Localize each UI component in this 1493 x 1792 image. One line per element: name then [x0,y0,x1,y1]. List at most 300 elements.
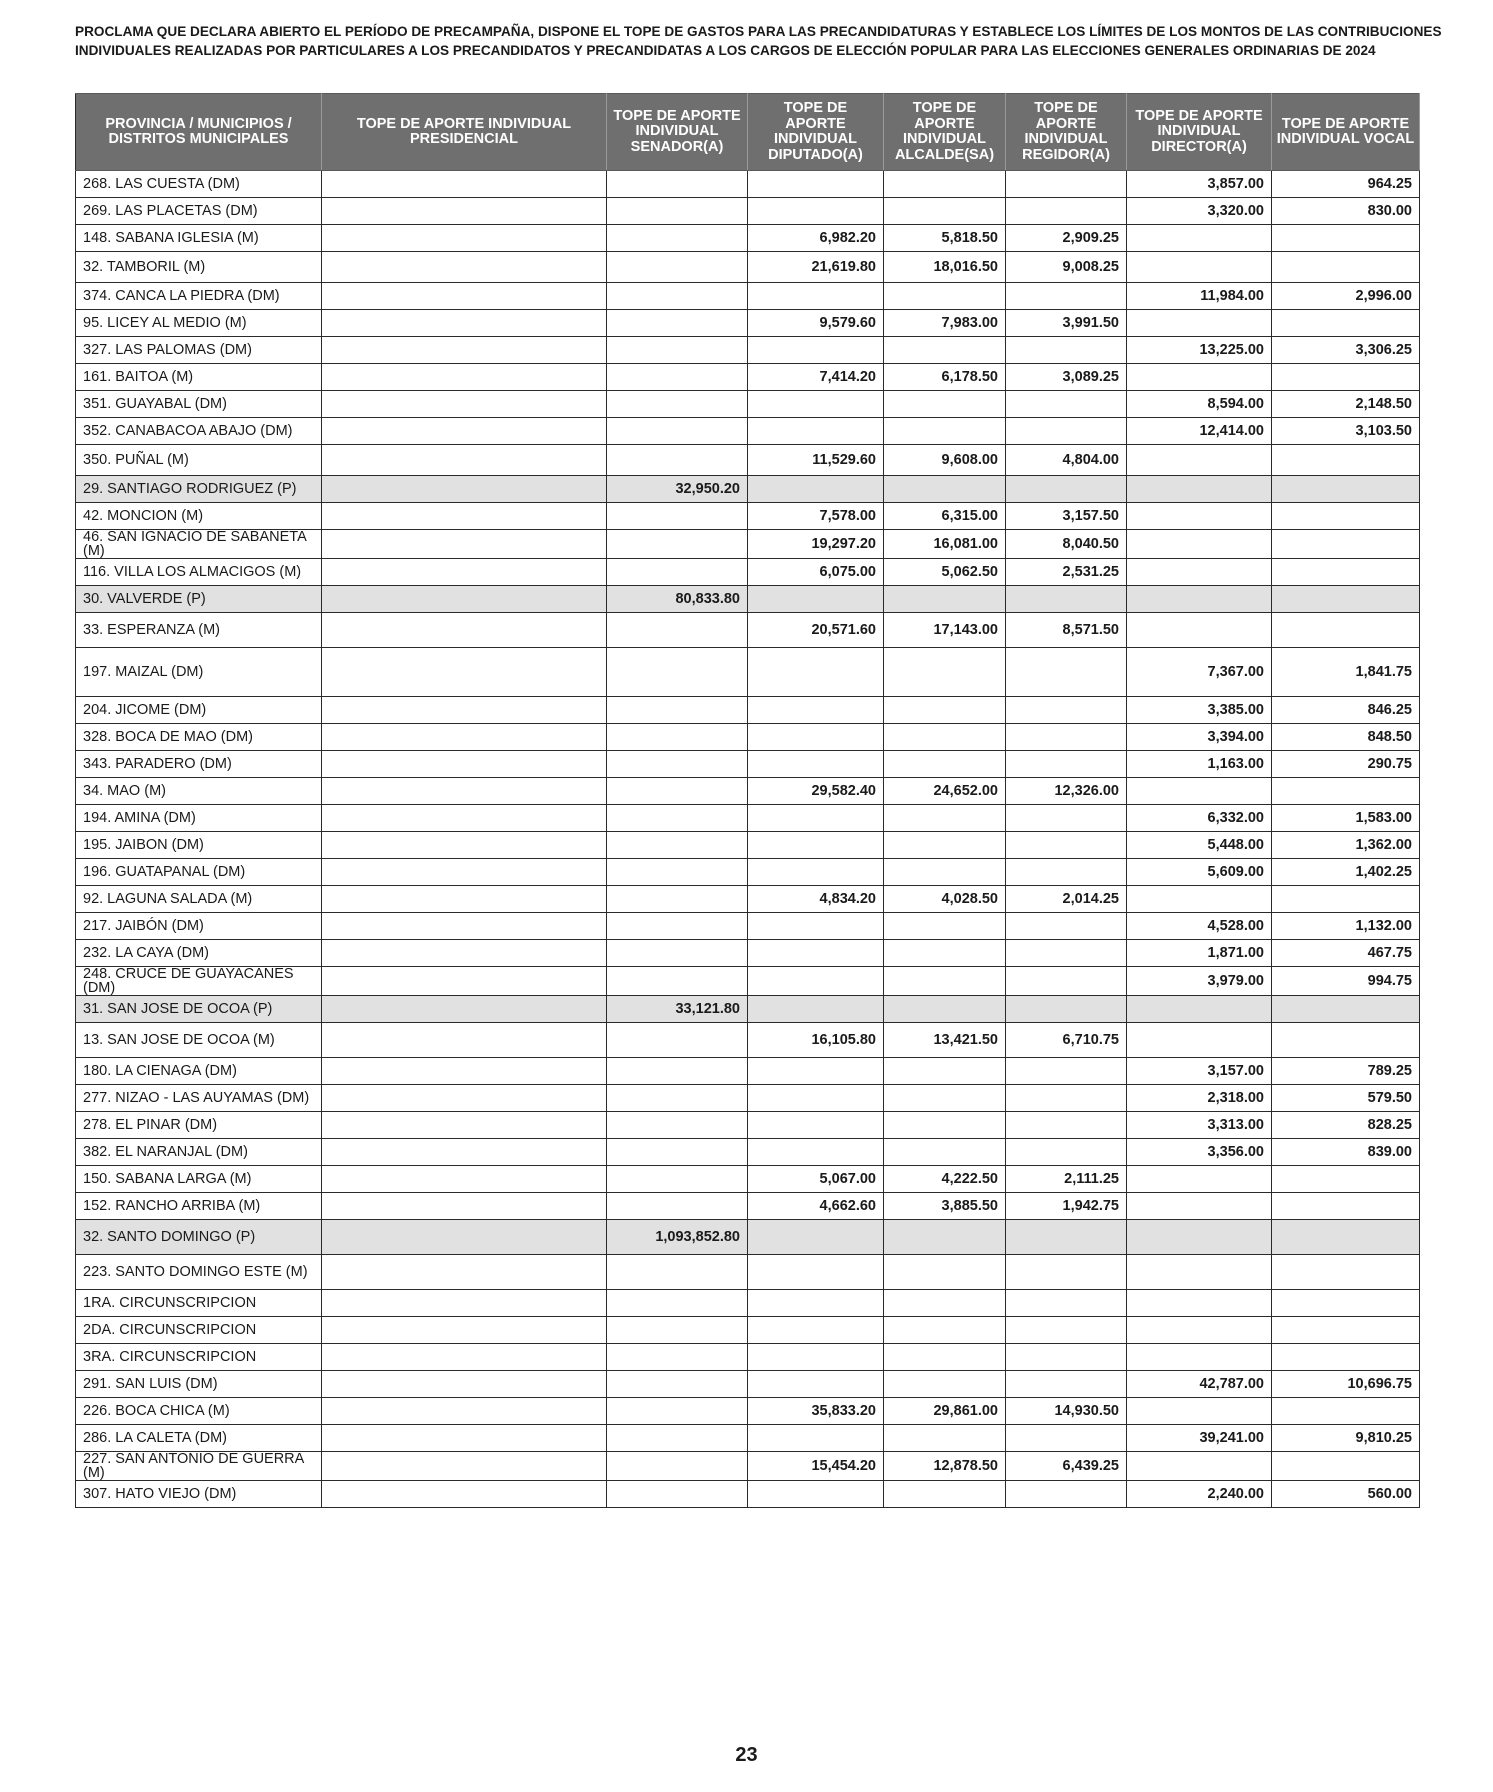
cell-amount [1127,1290,1272,1317]
cell-amount [322,1398,607,1425]
document-title [75,22,1442,60]
cell-location: 195. JAIBON (DM) [76,832,322,859]
cell-amount: 2,996.00 [1272,283,1420,310]
cell-amount [1272,225,1420,252]
cell-amount [884,1058,1006,1085]
cell-amount [607,1452,748,1481]
cell-amount: 6,315.00 [884,503,1006,530]
cell-location: 196. GUATAPANAL (DM) [76,859,322,886]
cell-amount [322,503,607,530]
cell-amount [1006,1290,1127,1317]
cell-amount [1272,613,1420,648]
table-row [76,724,1420,751]
cell-amount [322,171,607,198]
table-row [76,1290,1420,1317]
cell-amount [1006,1220,1127,1255]
cell-amount [748,1425,884,1452]
cell-amount [748,913,884,940]
cell-amount: 828.25 [1272,1112,1420,1139]
cell-amount [884,1139,1006,1166]
cell-amount [1272,1023,1420,1058]
table-row [76,1255,1420,1290]
cell-amount [1006,805,1127,832]
cell-amount: 29,861.00 [884,1398,1006,1425]
cell-amount: 846.25 [1272,697,1420,724]
cell-location: 42. MONCION (M) [76,503,322,530]
title-line-2: INDIVIDUALES REALIZADAS POR PARTICULARES A LOS PRECANDIDATOS Y PRECANDIDATAS A LOS CARGOS DE ELECCIÓN POPULAR PARA LAS ELECCIONES GENERALES ORDINARIAS DE 2024 [75,43,1376,58]
cell-amount [748,337,884,364]
cell-amount [607,310,748,337]
cell-amount [1006,859,1127,886]
cell-amount [884,391,1006,418]
cell-amount: 3,320.00 [1127,198,1272,225]
cell-amount [748,1290,884,1317]
cell-location: 351. GUAYABAL (DM) [76,391,322,418]
cell-amount: 11,529.60 [748,445,884,476]
cell-location: 150. SABANA LARGA (M) [76,1166,322,1193]
cell-location: 343. PARADERO (DM) [76,751,322,778]
cell-amount [1127,1220,1272,1255]
cell-location: 3RA. CIRCUNSCRIPCION [76,1344,322,1371]
cell-amount [607,1139,748,1166]
cell-amount [322,310,607,337]
table-row [76,364,1420,391]
cell-amount [748,859,884,886]
cell-amount [1272,310,1420,337]
cell-amount: 839.00 [1272,1139,1420,1166]
cell-amount [1127,445,1272,476]
cell-location: 232. LA CAYA (DM) [76,940,322,967]
cell-amount [322,1344,607,1371]
cell-amount: 1,841.75 [1272,648,1420,697]
cell-amount [322,778,607,805]
cell-amount [607,1255,748,1290]
cell-amount [884,832,1006,859]
cell-amount [322,283,607,310]
cell-amount [884,1290,1006,1317]
table-header-row [76,94,1420,171]
cell-amount [322,967,607,996]
cell-amount: 6,075.00 [748,559,884,586]
table-row [76,225,1420,252]
table-row [76,613,1420,648]
cell-amount [1127,530,1272,559]
table-row [76,1398,1420,1425]
cell-amount [1272,1193,1420,1220]
table-row [76,476,1420,503]
cell-amount: 3,857.00 [1127,171,1272,198]
cell-location: 269. LAS PLACETAS (DM) [76,198,322,225]
cell-amount [322,940,607,967]
table-row [76,1023,1420,1058]
cell-amount [322,559,607,586]
cell-location: 374. CANCA LA PIEDRA (DM) [76,283,322,310]
cell-location: 32. SANTO DOMINGO (P) [76,1220,322,1255]
cell-amount [748,724,884,751]
cell-amount [322,530,607,559]
cell-amount [607,886,748,913]
cell-amount [322,996,607,1023]
table-row [76,1371,1420,1398]
cell-amount [607,198,748,225]
cell-amount: 789.25 [1272,1058,1420,1085]
cell-amount [1127,364,1272,391]
cell-amount [322,697,607,724]
cell-amount [322,1371,607,1398]
cell-amount [1006,198,1127,225]
cell-amount: 9,810.25 [1272,1425,1420,1452]
cell-amount [884,198,1006,225]
cell-amount [1006,1317,1127,1344]
cell-amount [322,198,607,225]
table-row [76,1085,1420,1112]
table-row [76,1481,1420,1508]
table-row [76,1058,1420,1085]
cell-amount [1006,1139,1127,1166]
cell-amount [1127,1255,1272,1290]
cell-amount: 1,132.00 [1272,913,1420,940]
cell-amount [1006,1481,1127,1508]
cell-amount [748,198,884,225]
table-row [76,648,1420,697]
cell-amount [884,1085,1006,1112]
cell-amount [1006,697,1127,724]
cell-amount [1006,1085,1127,1112]
table-row [76,559,1420,586]
cell-amount: 5,818.50 [884,225,1006,252]
cell-amount [607,391,748,418]
cell-amount: 579.50 [1272,1085,1420,1112]
cell-amount [1006,586,1127,613]
cell-amount [1006,1112,1127,1139]
table-row [76,1193,1420,1220]
cell-amount: 18,016.50 [884,252,1006,283]
cell-amount [1006,337,1127,364]
cell-amount [322,832,607,859]
table-row [76,940,1420,967]
cell-location: 227. SAN ANTONIO DE GUERRA (M) [76,1452,322,1481]
header-alcalde: TOPE DE APORTE INDIVIDUAL ALCALDE(SA) [884,94,1006,171]
cell-amount: 1,093,852.80 [607,1220,748,1255]
cell-amount: 7,983.00 [884,310,1006,337]
cell-amount [1006,940,1127,967]
cell-location: 350. PUÑAL (M) [76,445,322,476]
cell-amount [322,1317,607,1344]
cell-amount [322,1058,607,1085]
cell-amount: 20,571.60 [748,613,884,648]
cell-amount [1272,1452,1420,1481]
cell-amount [1272,886,1420,913]
cell-amount [322,391,607,418]
cell-amount [1272,1255,1420,1290]
cell-amount [322,886,607,913]
cell-amount [322,1112,607,1139]
cell-amount: 964.25 [1272,171,1420,198]
cell-amount: 4,662.60 [748,1193,884,1220]
cell-amount [1272,476,1420,503]
header-vocal: TOPE DE APORTE INDIVIDUAL VOCAL [1272,94,1420,171]
cell-amount: 2,148.50 [1272,391,1420,418]
cell-amount [748,832,884,859]
cell-amount: 9,008.25 [1006,252,1127,283]
cell-amount [884,724,1006,751]
cell-amount [607,1112,748,1139]
cell-amount [748,996,884,1023]
cell-location: 217. JAIBÓN (DM) [76,913,322,940]
cell-amount: 3,991.50 [1006,310,1127,337]
cell-amount [322,476,607,503]
cell-amount [607,225,748,252]
cell-amount [884,337,1006,364]
cell-amount [1127,1344,1272,1371]
table-row [76,391,1420,418]
header-senador: TOPE DE APORTE INDIVIDUAL SENADOR(A) [607,94,748,171]
cell-location: 194. AMINA (DM) [76,805,322,832]
cell-amount: 5,067.00 [748,1166,884,1193]
cell-amount [1127,778,1272,805]
cell-amount [748,1255,884,1290]
cell-amount: 3,306.25 [1272,337,1420,364]
cell-amount [322,445,607,476]
cell-amount [607,171,748,198]
cell-amount: 4,834.20 [748,886,884,913]
cell-location: 277. NIZAO - LAS AUYAMAS (DM) [76,1085,322,1112]
cell-amount: 9,579.60 [748,310,884,337]
cell-amount [607,337,748,364]
cell-amount: 21,619.80 [748,252,884,283]
cell-amount [1127,613,1272,648]
table-row [76,996,1420,1023]
cell-location: 30. VALVERDE (P) [76,586,322,613]
cell-amount [1006,283,1127,310]
cell-amount [607,913,748,940]
cell-amount [884,1344,1006,1371]
cell-amount [1006,724,1127,751]
cell-amount [748,586,884,613]
cell-amount [748,1085,884,1112]
cell-amount [322,751,607,778]
cell-amount: 7,367.00 [1127,648,1272,697]
cell-amount: 1,362.00 [1272,832,1420,859]
cell-amount: 12,326.00 [1006,778,1127,805]
cell-amount: 5,609.00 [1127,859,1272,886]
cell-amount [1272,1220,1420,1255]
cell-location: 307. HATO VIEJO (DM) [76,1481,322,1508]
cell-amount [884,940,1006,967]
cell-location: 382. EL NARANJAL (DM) [76,1139,322,1166]
cell-amount: 80,833.80 [607,586,748,613]
cell-amount [322,418,607,445]
cell-amount: 6,439.25 [1006,1452,1127,1481]
cell-amount [607,697,748,724]
cell-amount [1127,310,1272,337]
cell-amount: 12,414.00 [1127,418,1272,445]
cell-location: 2DA. CIRCUNSCRIPCION [76,1317,322,1344]
table-row [76,805,1420,832]
cell-amount [1272,445,1420,476]
table-row [76,913,1420,940]
cell-amount [607,805,748,832]
cell-amount [1127,503,1272,530]
cell-amount: 3,385.00 [1127,697,1272,724]
table-row [76,1220,1420,1255]
cell-location: 148. SABANA IGLESIA (M) [76,225,322,252]
table-row [76,337,1420,364]
table-row [76,1317,1420,1344]
cell-amount: 7,414.20 [748,364,884,391]
cell-amount [607,364,748,391]
cell-amount: 830.00 [1272,198,1420,225]
cell-amount: 12,878.50 [884,1452,1006,1481]
cell-location: 286. LA CALETA (DM) [76,1425,322,1452]
cell-amount: 8,571.50 [1006,613,1127,648]
table-row [76,445,1420,476]
cell-amount [1272,559,1420,586]
table-row [76,751,1420,778]
cell-amount [607,418,748,445]
cell-amount [884,1481,1006,1508]
cell-amount: 39,241.00 [1127,1425,1272,1452]
cell-amount: 1,871.00 [1127,940,1272,967]
cell-location: 152. RANCHO ARRIBA (M) [76,1193,322,1220]
cell-amount [748,967,884,996]
cell-amount: 19,297.20 [748,530,884,559]
cell-amount [748,171,884,198]
cell-amount [322,1425,607,1452]
cell-location: 29. SANTIAGO RODRIGUEZ (P) [76,476,322,503]
header-director: TOPE DE APORTE INDIVIDUAL DIRECTOR(A) [1127,94,1272,171]
table-row [76,252,1420,283]
cell-amount: 560.00 [1272,1481,1420,1508]
cell-location: 46. SAN IGNACIO DE SABANETA (M) [76,530,322,559]
cell-amount [607,530,748,559]
cell-amount [884,805,1006,832]
cell-amount: 4,222.50 [884,1166,1006,1193]
cell-amount: 13,421.50 [884,1023,1006,1058]
cell-amount: 5,062.50 [884,559,1006,586]
cell-amount [884,697,1006,724]
cell-amount: 4,028.50 [884,886,1006,913]
cell-amount [748,283,884,310]
table-row [76,1166,1420,1193]
cell-amount [322,586,607,613]
cell-amount [884,1371,1006,1398]
cell-amount [748,418,884,445]
cell-amount [322,1481,607,1508]
cell-amount [1006,751,1127,778]
cell-location: 95. LICEY AL MEDIO (M) [76,310,322,337]
cell-amount [1127,476,1272,503]
cell-amount [607,1058,748,1085]
cell-location: 278. EL PINAR (DM) [76,1112,322,1139]
cell-amount: 13,225.00 [1127,337,1272,364]
header-presidencial: TOPE DE APORTE INDIVIDUAL PRESIDENCIAL [322,94,607,171]
cell-amount [884,859,1006,886]
cell-amount [1127,886,1272,913]
cell-amount: 16,105.80 [748,1023,884,1058]
cell-amount [1127,1193,1272,1220]
cell-amount: 3,313.00 [1127,1112,1272,1139]
table-row [76,697,1420,724]
cell-location: 33. ESPERANZA (M) [76,613,322,648]
cell-amount: 6,332.00 [1127,805,1272,832]
cell-amount [748,1112,884,1139]
cell-amount [748,1371,884,1398]
table-row [76,310,1420,337]
cell-amount: 6,178.50 [884,364,1006,391]
cell-amount [748,648,884,697]
cell-amount [1272,530,1420,559]
cell-amount [607,1481,748,1508]
cell-amount [1127,1398,1272,1425]
cell-amount [322,648,607,697]
cell-amount: 29,582.40 [748,778,884,805]
cell-amount [748,697,884,724]
cell-amount [1272,586,1420,613]
cell-location: 291. SAN LUIS (DM) [76,1371,322,1398]
cell-amount [748,1220,884,1255]
cell-location: 328. BOCA DE MAO (DM) [76,724,322,751]
cell-amount [322,1193,607,1220]
cell-amount [884,1112,1006,1139]
cell-amount [607,967,748,996]
cell-amount [1006,171,1127,198]
cell-amount [1006,913,1127,940]
cell-amount: 8,040.50 [1006,530,1127,559]
cell-amount: 2,014.25 [1006,886,1127,913]
cell-amount [607,445,748,476]
cell-location: 34. MAO (M) [76,778,322,805]
cell-amount [322,225,607,252]
table-body [76,171,1420,1508]
cell-location: 161. BAITOA (M) [76,364,322,391]
header-provincia: PROVINCIA / MUNICIPIOS / DISTRITOS MUNICIPALES [76,94,322,171]
table-row [76,1452,1420,1481]
cell-amount [322,1255,607,1290]
cell-amount [1006,476,1127,503]
cell-amount [1006,832,1127,859]
cell-amount [607,724,748,751]
cell-amount: 1,583.00 [1272,805,1420,832]
table-row [76,832,1420,859]
cell-amount: 16,081.00 [884,530,1006,559]
cell-amount [322,252,607,283]
cell-amount [1272,778,1420,805]
contribution-limits-table [75,93,1420,1508]
table-row [76,1344,1420,1371]
cell-amount [1006,1058,1127,1085]
cell-amount [322,613,607,648]
cell-amount [748,1317,884,1344]
cell-location: 352. CANABACOA ABAJO (DM) [76,418,322,445]
cell-amount: 4,804.00 [1006,445,1127,476]
cell-amount: 10,696.75 [1272,1371,1420,1398]
cell-amount [884,1425,1006,1452]
cell-amount [607,778,748,805]
cell-amount: 24,652.00 [884,778,1006,805]
cell-amount: 3,157.00 [1127,1058,1272,1085]
cell-amount [748,751,884,778]
cell-amount [322,337,607,364]
cell-location: 31. SAN JOSE DE OCOA (P) [76,996,322,1023]
cell-amount [322,364,607,391]
cell-amount [1272,364,1420,391]
cell-location: 13. SAN JOSE DE OCOA (M) [76,1023,322,1058]
cell-amount [884,418,1006,445]
cell-amount [322,724,607,751]
cell-amount [884,967,1006,996]
table-row [76,859,1420,886]
